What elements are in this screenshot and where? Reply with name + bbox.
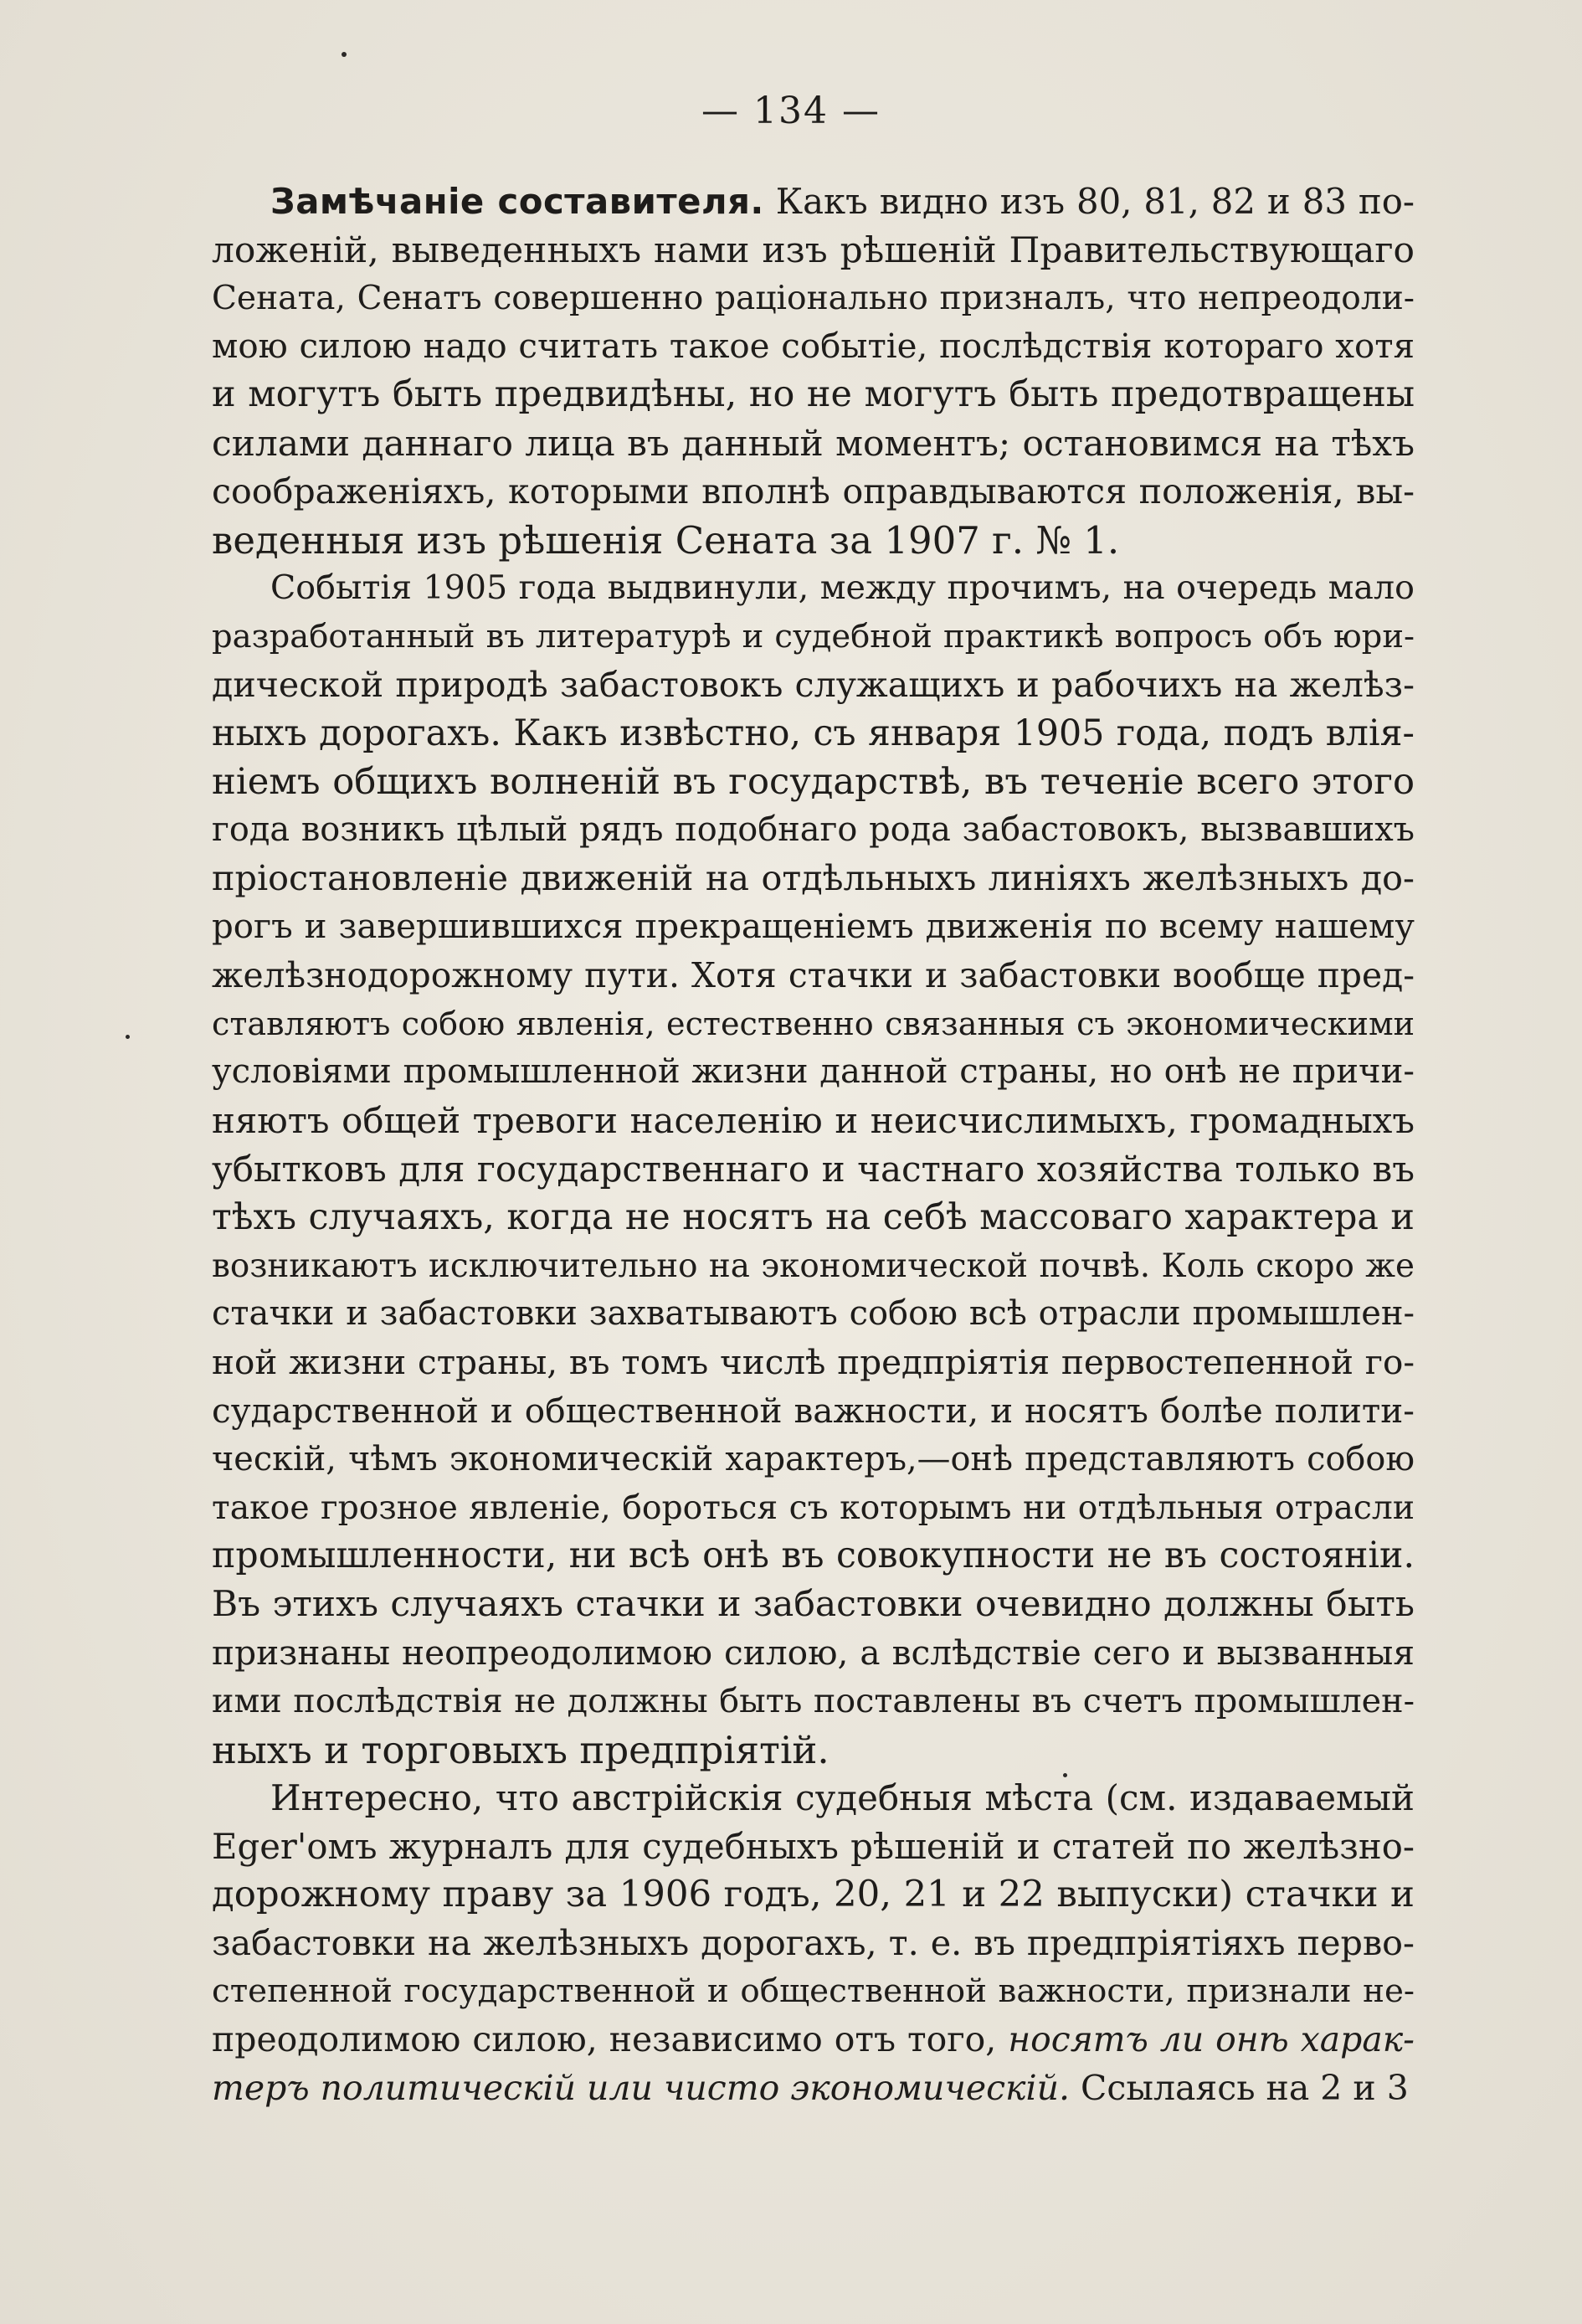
text-line bbox=[212, 1097, 1415, 1145]
line-text: Интересно, что австрійскія судебныя мѣста (см. издаваемый bbox=[270, 1777, 1415, 1819]
text-line bbox=[212, 1145, 1415, 1194]
paragraph bbox=[212, 1774, 1415, 2113]
line-text: Сената, Сенатъ совершенно раціонально призналъ, что непреодоли- bbox=[212, 279, 1415, 317]
line-text: убытковъ для государственнаго и частнаго хозяйства только въ bbox=[212, 1148, 1415, 1190]
line-text: пріостановленіе движеній на отдѣльныхъ линіяхъ желѣзныхъ до- bbox=[212, 858, 1415, 899]
text-line bbox=[212, 371, 1415, 419]
line-text: и могутъ быть предвидѣны, но не могутъ быть предотвращены bbox=[212, 373, 1415, 416]
line-text: возникаютъ исключительно на экономической почвѣ. Коль скоро же bbox=[212, 1247, 1415, 1285]
text-line bbox=[212, 1339, 1415, 1387]
line-text: ныхъ дорогахъ. Какъ извѣстно, съ января 1905 года, подъ влія- bbox=[212, 712, 1415, 754]
text-line bbox=[212, 2016, 1415, 2064]
line-text: няютъ общей тревоги населенію и неисчислимыхъ, громадныхъ bbox=[212, 1100, 1415, 1142]
text-line bbox=[212, 1726, 1415, 1775]
paragraph bbox=[212, 564, 1415, 1774]
line-text: силами даннаго лица въ данный моментъ; остановимся на тѣхъ bbox=[212, 422, 1415, 464]
text-line bbox=[212, 1581, 1415, 1629]
text-line bbox=[212, 1532, 1415, 1581]
line-text: сударственной и общественной важности, и носятъ болѣе полити- bbox=[212, 1390, 1415, 1431]
text-line bbox=[212, 1242, 1415, 1291]
page-number: — 134 — bbox=[701, 90, 881, 132]
text-line bbox=[212, 855, 1415, 903]
line-text: дической природѣ забастовокъ служащихъ и рабочихъ на желѣз- bbox=[212, 664, 1415, 705]
line-text: ніемъ общихъ волненій въ государствѣ, въ теченіе всего этого bbox=[212, 760, 1415, 803]
italic-text: теръ политическій или чисто экономическій. bbox=[212, 2068, 1071, 2109]
line-text: ставляютъ собою явленія, естественно связанныя съ экономическими bbox=[212, 1005, 1415, 1042]
text-line bbox=[212, 903, 1415, 952]
text-line bbox=[212, 275, 1415, 323]
text-line bbox=[212, 806, 1415, 855]
text-line bbox=[212, 1774, 1415, 1823]
text-line bbox=[212, 468, 1415, 517]
text-line bbox=[212, 758, 1415, 807]
line-text: условіями промышленной жизни данной страны, но онѣ не причи- bbox=[212, 1052, 1415, 1092]
line-text: промышленности, ни всѣ онѣ въ совокупности не въ состояніи. bbox=[212, 1535, 1415, 1577]
text-line bbox=[212, 1387, 1415, 1436]
text-line bbox=[212, 1967, 1415, 2016]
text-line bbox=[212, 517, 1415, 565]
text-line bbox=[212, 322, 1415, 371]
text-line bbox=[212, 177, 1415, 226]
line-text: Ссылаясь на 2 и 3 bbox=[1070, 2068, 1409, 2109]
line-text: преодолимою силою, независимо отъ того, bbox=[212, 2019, 1009, 2060]
text-line bbox=[212, 952, 1415, 1000]
text-line bbox=[212, 1678, 1415, 1726]
text-line bbox=[212, 1823, 1415, 1871]
line-text: Событія 1905 года выдвинули, между прочимъ, на очередь мало bbox=[270, 568, 1415, 608]
line-text: Въ этихъ случаяхъ стачки и забастовки очевидно должны быть bbox=[212, 1584, 1415, 1626]
text-body bbox=[212, 177, 1415, 2113]
text-line bbox=[212, 1484, 1415, 1533]
line-text: Какъ видно изъ 80, 81, 82 и 83 по- bbox=[763, 181, 1415, 222]
line-text: рогъ и завершившихся прекращеніемъ движенія по всему нашему bbox=[212, 907, 1415, 946]
line-text: ческій, чѣмъ экономическій характеръ,—онѣ представляютъ собою bbox=[212, 1439, 1415, 1478]
italic-text: носятъ ли онѣ харак- bbox=[1008, 2019, 1415, 2060]
paragraph bbox=[212, 177, 1415, 564]
line-text: тѣхъ случаяхъ, когда не носятъ на себѣ массоваго характера и bbox=[212, 1195, 1415, 1238]
line-text: мою силою надо считать такое событіе, послѣдствія котораго хотя bbox=[212, 326, 1415, 367]
line-text: признаны неопреодолимою силою, а вслѣдствіе сего и вызванныя bbox=[212, 1632, 1415, 1673]
text-line bbox=[212, 2064, 1415, 2113]
ink-speck bbox=[1063, 1773, 1067, 1777]
line-text: разработанный въ литературѣ и судебной практикѣ вопросъ объ юри- bbox=[212, 618, 1415, 656]
text-line bbox=[212, 1436, 1415, 1484]
text-line bbox=[212, 613, 1415, 661]
text-line bbox=[212, 1000, 1415, 1049]
ink-speck bbox=[342, 52, 347, 57]
line-text: дорожному праву за 1906 годъ, 20, 21 и 22 выпуски) стачки и bbox=[212, 1873, 1415, 1915]
text-line bbox=[212, 661, 1415, 710]
line-text: желѣзнодорожному пути. Хотя стачки и забастовки вообще пред- bbox=[212, 954, 1415, 995]
text-line bbox=[212, 226, 1415, 275]
line-text: ложеній, выведенныхъ нами изъ рѣшеній Правительствующаго bbox=[212, 229, 1415, 270]
ink-speck bbox=[126, 1035, 130, 1039]
text-line bbox=[212, 1629, 1415, 1678]
text-line bbox=[212, 1194, 1415, 1242]
line-text: Eger'омъ журналъ для судебныхъ рѣшеній и статей по желѣзно- bbox=[212, 1826, 1415, 1868]
text-line bbox=[212, 419, 1415, 468]
line-text: ими послѣдствія не должны быть поставлены въ счетъ промышлен- bbox=[212, 1681, 1415, 1720]
line-text: забастовки на желѣзныхъ дорогахъ, т. е. въ предпріятіяхъ перво- bbox=[212, 1922, 1415, 1963]
line-text: такое грозное явленіе, бороться съ которымъ ни отдѣльныя отрасли bbox=[212, 1488, 1415, 1527]
bold-heading-text: Замѣчаніе составителя. bbox=[270, 181, 764, 222]
text-line bbox=[212, 1871, 1415, 1920]
text-line bbox=[212, 1290, 1415, 1339]
line-text: степенной государственной и общественной важности, признали не- bbox=[212, 1972, 1415, 2011]
text-line bbox=[212, 1048, 1415, 1097]
line-text: ныхъ и торговыхъ предпріятій. bbox=[212, 1727, 830, 1772]
line-text: стачки и забастовки захватываютъ собою всѣ отрасли промышлен- bbox=[212, 1294, 1415, 1334]
line-text: ной жизни страны, въ томъ числѣ предпріятія первостепенной го- bbox=[212, 1342, 1415, 1383]
text-line bbox=[212, 710, 1415, 758]
line-text: веденныя изъ рѣшенія Сената за 1907 г. № 1. bbox=[212, 517, 1120, 563]
text-line bbox=[212, 1920, 1415, 1968]
line-text: соображеніяхъ, которыми вполнѣ оправдываются положенія, вы- bbox=[212, 470, 1415, 512]
line-text: года возникъ цѣлый рядъ подобнаго рода забастовокъ, вызвавшихъ bbox=[212, 810, 1415, 850]
text-line bbox=[212, 564, 1415, 613]
